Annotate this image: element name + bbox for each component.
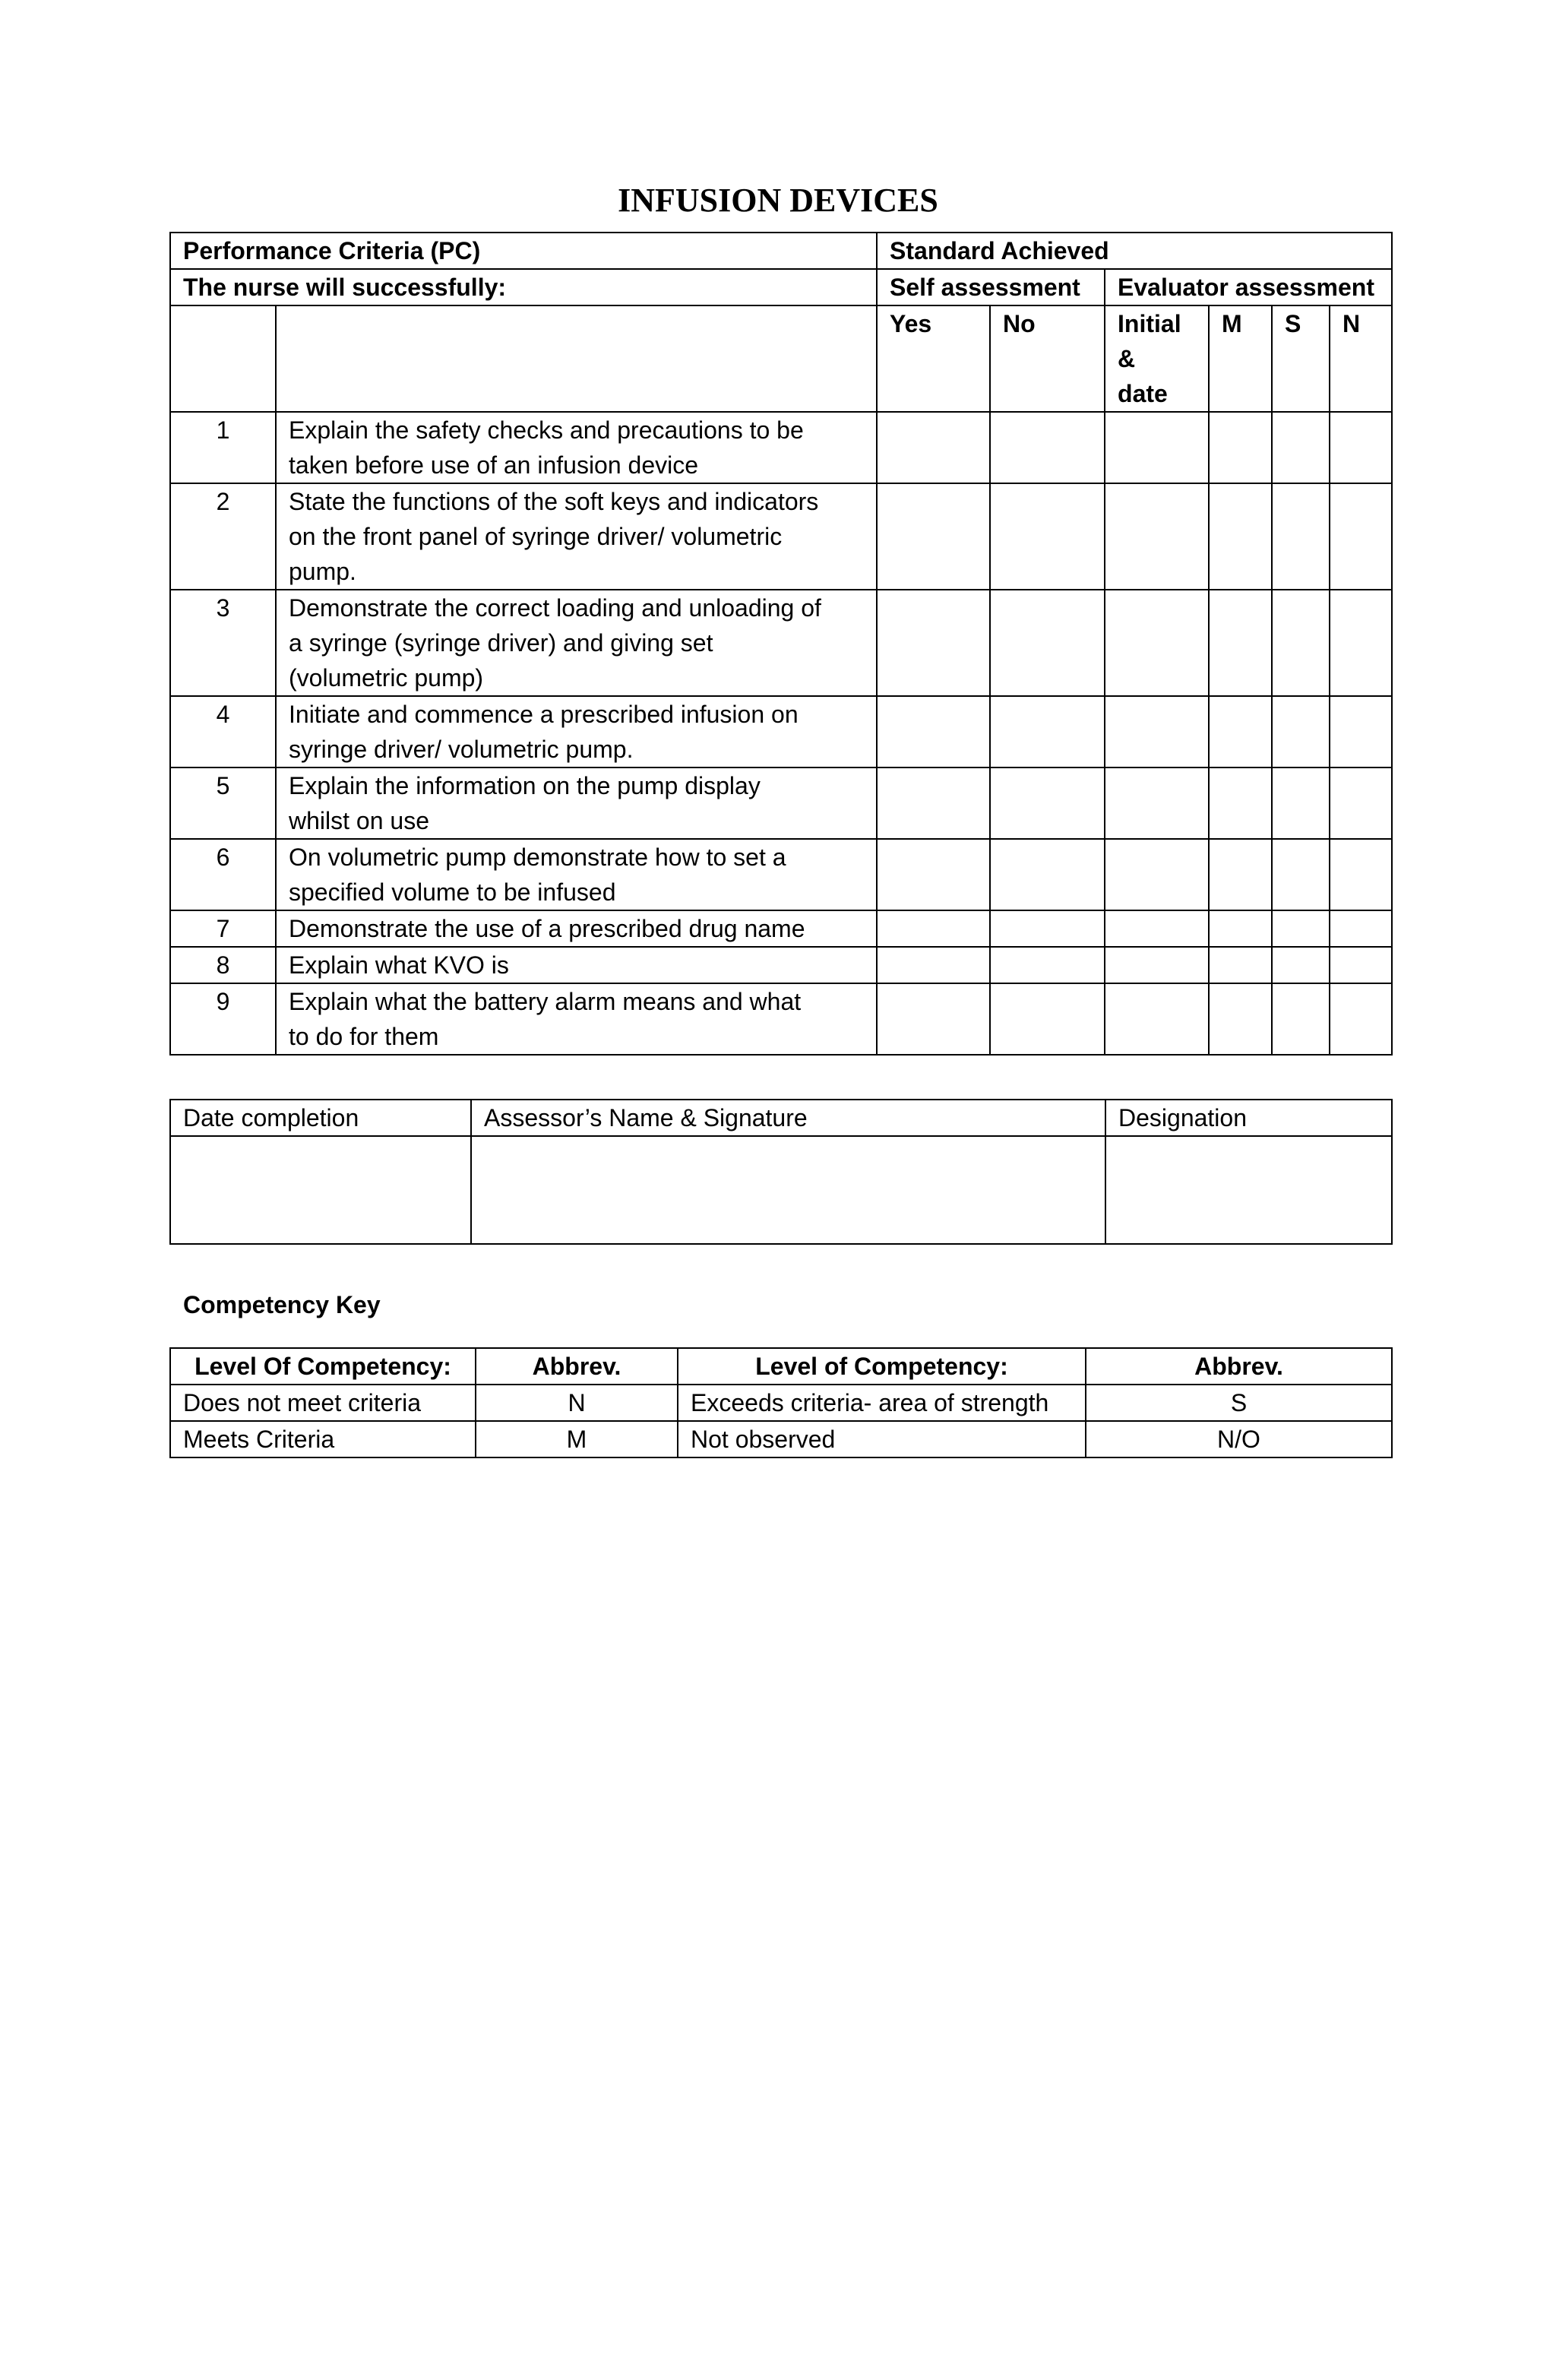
criteria-number: 3 — [170, 590, 276, 696]
criteria-row — [170, 412, 1392, 483]
n-cell[interactable] — [1330, 590, 1392, 696]
m-cell[interactable] — [1209, 590, 1272, 696]
level-text: Not observed — [678, 1421, 1086, 1457]
assessor-entry-row — [170, 1136, 1392, 1244]
m-cell[interactable] — [1209, 839, 1272, 910]
competency-key-table — [169, 1347, 1393, 1458]
initial-date-cell[interactable] — [1105, 947, 1209, 983]
page-title: INFUSION DEVICES — [618, 182, 938, 219]
criteria-number: 7 — [170, 910, 276, 947]
criteria-number: 1 — [170, 412, 276, 483]
col-initial-line2: & — [1118, 345, 1136, 372]
initial-date-cell[interactable] — [1105, 983, 1209, 1055]
yes-cell[interactable] — [877, 947, 990, 983]
criteria-row — [170, 839, 1392, 910]
competency-key-label: Competency Key — [183, 1291, 381, 1318]
criteria-number: 9 — [170, 983, 276, 1055]
column-header-row — [170, 305, 1392, 412]
criteria-text: Explain what the battery alarm means and what to do for them — [276, 983, 877, 1055]
s-cell[interactable] — [1272, 590, 1330, 696]
date-completion-label: Date completion — [170, 1100, 471, 1136]
abbrev-text: N/O — [1086, 1421, 1392, 1457]
header-abbrev-2: Abbrev. — [1086, 1348, 1392, 1385]
initial-date-cell[interactable] — [1105, 696, 1209, 767]
abbrev-text: N — [476, 1385, 678, 1421]
initial-date-cell[interactable] — [1105, 412, 1209, 483]
criteria-text: Explain the safety checks and precautions to be taken before use of an infusion device — [276, 412, 877, 483]
abbrev-text: M — [476, 1421, 678, 1457]
no-cell[interactable] — [990, 910, 1105, 947]
criteria-number: 6 — [170, 839, 276, 910]
yes-cell[interactable] — [877, 983, 990, 1055]
criteria-row — [170, 983, 1392, 1055]
n-cell[interactable] — [1330, 767, 1392, 839]
s-cell[interactable] — [1272, 412, 1330, 483]
n-cell[interactable] — [1330, 483, 1392, 590]
col-m: M — [1209, 305, 1272, 412]
yes-cell[interactable] — [877, 910, 990, 947]
criteria-text: Demonstrate the correct loading and unloading of a syringe (syringe driver) and giving set (volumetric pump) — [276, 590, 877, 696]
m-cell[interactable] — [1209, 483, 1272, 590]
m-cell[interactable] — [1209, 767, 1272, 839]
key-header-row — [170, 1348, 1392, 1385]
no-cell[interactable] — [990, 839, 1105, 910]
level-text: Exceeds criteria- area of strength — [678, 1385, 1086, 1421]
criteria-number: 8 — [170, 947, 276, 983]
col-n: N — [1330, 305, 1392, 412]
s-cell[interactable] — [1272, 910, 1330, 947]
col-initial-line1: Initial — [1118, 310, 1181, 337]
m-cell[interactable] — [1209, 983, 1272, 1055]
assessor-header-row — [170, 1100, 1392, 1136]
s-cell[interactable] — [1272, 696, 1330, 767]
yes-cell[interactable] — [877, 696, 990, 767]
designation-field[interactable] — [1105, 1136, 1392, 1244]
s-cell[interactable] — [1272, 983, 1330, 1055]
no-cell[interactable] — [990, 412, 1105, 483]
criteria-number: 5 — [170, 767, 276, 839]
criteria-number: 2 — [170, 483, 276, 590]
n-cell[interactable] — [1330, 696, 1392, 767]
performance-criteria-table — [169, 232, 1393, 1055]
level-text: Meets Criteria — [170, 1421, 476, 1457]
criteria-row — [170, 910, 1392, 947]
s-cell[interactable] — [1272, 839, 1330, 910]
header-level-1: Level Of Competency: — [170, 1348, 476, 1385]
criteria-text: Demonstrate the use of a prescribed drug name — [276, 910, 877, 947]
criteria-text: Explain the information on the pump display whilst on use — [276, 767, 877, 839]
assessor-signature-field[interactable] — [471, 1136, 1105, 1244]
initial-date-cell[interactable] — [1105, 767, 1209, 839]
no-cell[interactable] — [990, 767, 1105, 839]
col-initial-date — [1105, 305, 1209, 412]
col-s: S — [1272, 305, 1330, 412]
key-row — [170, 1421, 1392, 1457]
date-completion-field[interactable] — [170, 1136, 471, 1244]
header-standard: Standard Achieved — [877, 233, 1392, 269]
subheader-nurse: The nurse will successfully: — [170, 269, 877, 305]
m-cell[interactable] — [1209, 696, 1272, 767]
empty-cell — [170, 305, 276, 412]
n-cell[interactable] — [1330, 910, 1392, 947]
criteria-text: State the functions of the soft keys and indicators on the front panel of syringe driver/ volumetric pump. — [276, 483, 877, 590]
criteria-row — [170, 483, 1392, 590]
empty-cell — [276, 305, 877, 412]
no-cell[interactable] — [990, 590, 1105, 696]
key-row — [170, 1385, 1392, 1421]
s-cell[interactable] — [1272, 947, 1330, 983]
criteria-row — [170, 696, 1392, 767]
designation-label: Designation — [1105, 1100, 1392, 1136]
level-text: Does not meet criteria — [170, 1385, 476, 1421]
m-cell[interactable] — [1209, 412, 1272, 483]
subheader-evaluator: Evaluator assessment — [1105, 269, 1392, 305]
initial-date-cell[interactable] — [1105, 483, 1209, 590]
abbrev-text: S — [1086, 1385, 1392, 1421]
criteria-text: On volumetric pump demonstrate how to set a specified volume to be infused — [276, 839, 877, 910]
no-cell[interactable] — [990, 696, 1105, 767]
criteria-text: Explain what KVO is — [276, 947, 877, 983]
subheader-row — [170, 269, 1392, 305]
yes-cell[interactable] — [877, 483, 990, 590]
assessor-table — [169, 1099, 1393, 1245]
col-no: No — [990, 305, 1105, 412]
col-initial-line3: date — [1118, 380, 1168, 407]
yes-cell[interactable] — [877, 767, 990, 839]
initial-date-cell[interactable] — [1105, 910, 1209, 947]
n-cell[interactable] — [1330, 839, 1392, 910]
n-cell[interactable] — [1330, 983, 1392, 1055]
criteria-row — [170, 590, 1392, 696]
no-cell[interactable] — [990, 947, 1105, 983]
no-cell[interactable] — [990, 983, 1105, 1055]
s-cell[interactable] — [1272, 767, 1330, 839]
yes-cell[interactable] — [877, 412, 990, 483]
criteria-number: 4 — [170, 696, 276, 767]
yes-cell[interactable] — [877, 839, 990, 910]
initial-date-cell[interactable] — [1105, 839, 1209, 910]
criteria-text: Initiate and commence a prescribed infusion on syringe driver/ volumetric pump. — [276, 696, 877, 767]
header-abbrev-1: Abbrev. — [476, 1348, 678, 1385]
criteria-row — [170, 947, 1392, 983]
n-cell[interactable] — [1330, 947, 1392, 983]
no-cell[interactable] — [990, 483, 1105, 590]
criteria-row — [170, 767, 1392, 839]
s-cell[interactable] — [1272, 483, 1330, 590]
initial-date-cell[interactable] — [1105, 590, 1209, 696]
yes-cell[interactable] — [877, 590, 990, 696]
subheader-self: Self assessment — [877, 269, 1105, 305]
m-cell[interactable] — [1209, 910, 1272, 947]
n-cell[interactable] — [1330, 412, 1392, 483]
assessor-name-label: Assessor’s Name & Signature — [471, 1100, 1105, 1136]
header-level-2: Level of Competency: — [678, 1348, 1086, 1385]
m-cell[interactable] — [1209, 947, 1272, 983]
header-row — [170, 233, 1392, 269]
col-yes: Yes — [877, 305, 990, 412]
header-criteria: Performance Criteria (PC) — [170, 233, 877, 269]
